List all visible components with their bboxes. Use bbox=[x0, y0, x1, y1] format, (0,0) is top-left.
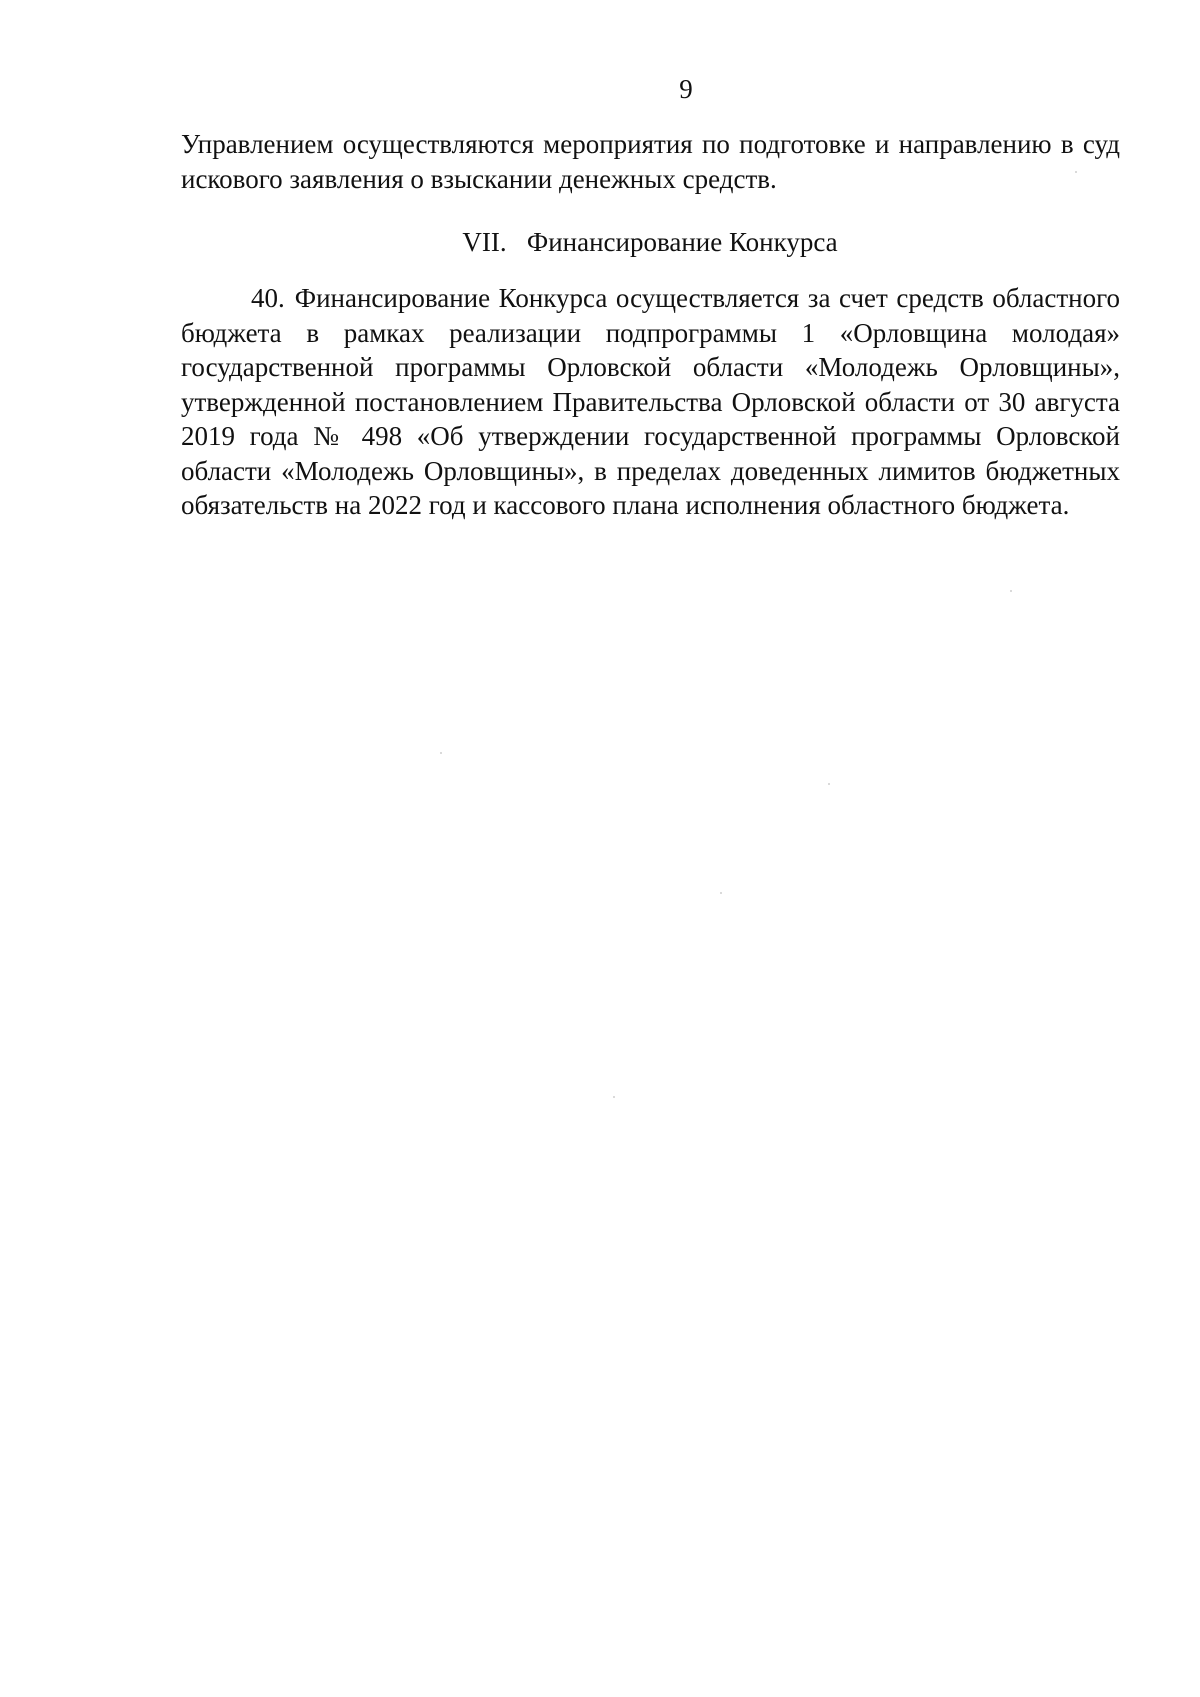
item-text: Финансирование Конкурса осуществляется за счет средств областного бюджета в рамках реализации подпрограммы 1 «Орловщина молодая» государственной программы Орловской области «Молодежь Орловщины», утвержденной постановлением Правительства Орловской области от 30 августа 2019 года № 498 «Об утверждении государственной программы Орловской области «Молодежь Орловщины», в пределах доведенных лимитов бюджетных обязательств на 2022 год и кассового плана исполнения областного бюджета. bbox=[181, 283, 1120, 520]
section-title: Финансирование Конкурса bbox=[526, 227, 838, 257]
scan-speck bbox=[1010, 590, 1012, 592]
section-numeral: VII. bbox=[462, 227, 507, 257]
scan-speck bbox=[440, 752, 442, 754]
section-heading bbox=[0, 225, 1200, 259]
scan-speck bbox=[828, 783, 830, 785]
paragraph-continued: Управлением осуществляются мероприятия по подготовке и направлению в суд искового заявления о взыскании денежных средств. bbox=[181, 129, 1120, 194]
page-number: 9 bbox=[679, 74, 693, 104]
scan-speck bbox=[720, 892, 722, 894]
paragraph-item-40 bbox=[181, 281, 1120, 523]
scan-speck bbox=[613, 1096, 615, 1098]
item-number: 40. bbox=[251, 283, 285, 313]
scan-speck bbox=[1075, 171, 1077, 173]
